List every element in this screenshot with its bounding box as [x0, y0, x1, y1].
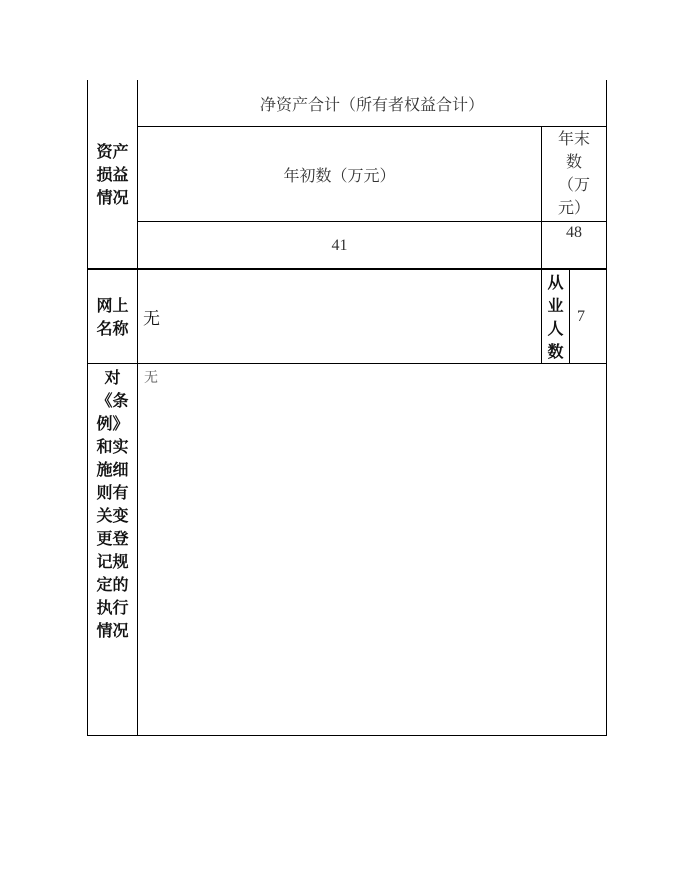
section-divider-1 — [87, 268, 607, 270]
compliance-label: 对《条例》和实施细则有关变更登记规定的执行情况 — [96, 368, 129, 640]
section-divider-2 — [87, 363, 607, 364]
assets-section-label: 资产损益情况 — [96, 141, 129, 207]
end-year-value: 48 — [566, 224, 582, 241]
end-year-header: 年末数（万元） — [557, 131, 590, 217]
employees-value: 7 — [577, 307, 585, 325]
table-border-bottom — [87, 735, 607, 736]
compliance-value: 无 — [144, 371, 158, 386]
begin-year-header: 年初数（万元） — [283, 167, 396, 185]
online-name-value: 无 — [143, 309, 160, 329]
online-name-label: 网上名称 — [96, 295, 129, 338]
net-assets-header: 净资产合计（所有者权益合计） — [259, 96, 484, 114]
employees-label: 从业人数 — [547, 272, 564, 361]
begin-year-value: 41 — [331, 237, 348, 254]
table-border-right — [606, 80, 607, 736]
